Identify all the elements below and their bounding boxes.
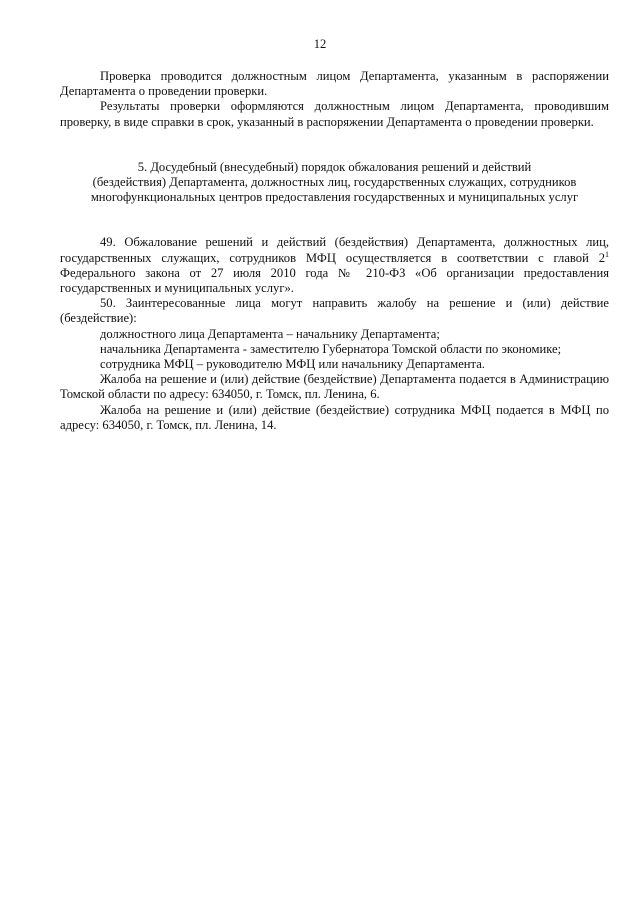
section-5-heading-line: многофункциональных центров предоставления государственных и муниципальных услуг xyxy=(90,190,579,205)
footnote-superscript: 1 xyxy=(605,249,609,259)
paragraph-complaint-official: должностного лица Департамента – начальнику Департамента; xyxy=(100,326,440,341)
paragraph-complaint-department-address: Жалоба на решение и (или) действие (бездействие) Департамента подается в Администрацию Томской области по адресу: 634050, г. Томск, пл. Ленина, 6. xyxy=(60,372,609,402)
paragraph-inspection-conducted: Проверка проводится должностным лицом Департамента, указанным в распоряжении Департамента о проведении проверки. xyxy=(60,69,609,99)
paragraph-50: 50. Заинтересованные лица могут направить жалобу на решение и (или) действие (бездействие): xyxy=(60,296,609,326)
paragraph-49 xyxy=(60,235,609,296)
paragraph-inspection-results: Результаты проверки оформляются должностным лицом Департамента, проводившим проверку, в виде справки в срок, указанный в распоряжении Департамента о проведении проверки. xyxy=(60,99,609,129)
paragraph-49-text: 49. Обжалование решений и действий (бездействия) Департамента, должностных лиц, государственных служащих, сотрудников МФЦ осуществляется в соответствии с главой 2 xyxy=(60,235,609,265)
section-5-heading-line: (бездействия) Департамента, должностных лиц, государственных служащих, сотрудников xyxy=(92,175,577,190)
paragraph-complaint-mfc-staff: сотрудника МФЦ – руководителю МФЦ или начальнику Департамента. xyxy=(100,357,485,372)
section-5-heading xyxy=(60,160,609,206)
paragraph-49-text-continued: Федерального закона от 27 июля 2010 года № 210-ФЗ «Об организации предоставления государственных и муниципальных услуг». xyxy=(60,265,609,296)
document-body xyxy=(60,69,609,433)
paragraph-complaint-head: начальника Департамента - заместителю Губернатора Томской области по экономике; xyxy=(100,341,562,356)
paragraph-complaint-mfc-address: Жалоба на решение и (или) действие (бездействие) сотрудника МФЦ подается в МФЦ по адресу: 634050, г. Томск, пл. Ленина, 14. xyxy=(60,402,609,432)
section-5-heading-line: 5. Досудебный (внесудебный) порядок обжалования решений и действий xyxy=(137,159,532,174)
page-number: 12 xyxy=(313,37,327,51)
